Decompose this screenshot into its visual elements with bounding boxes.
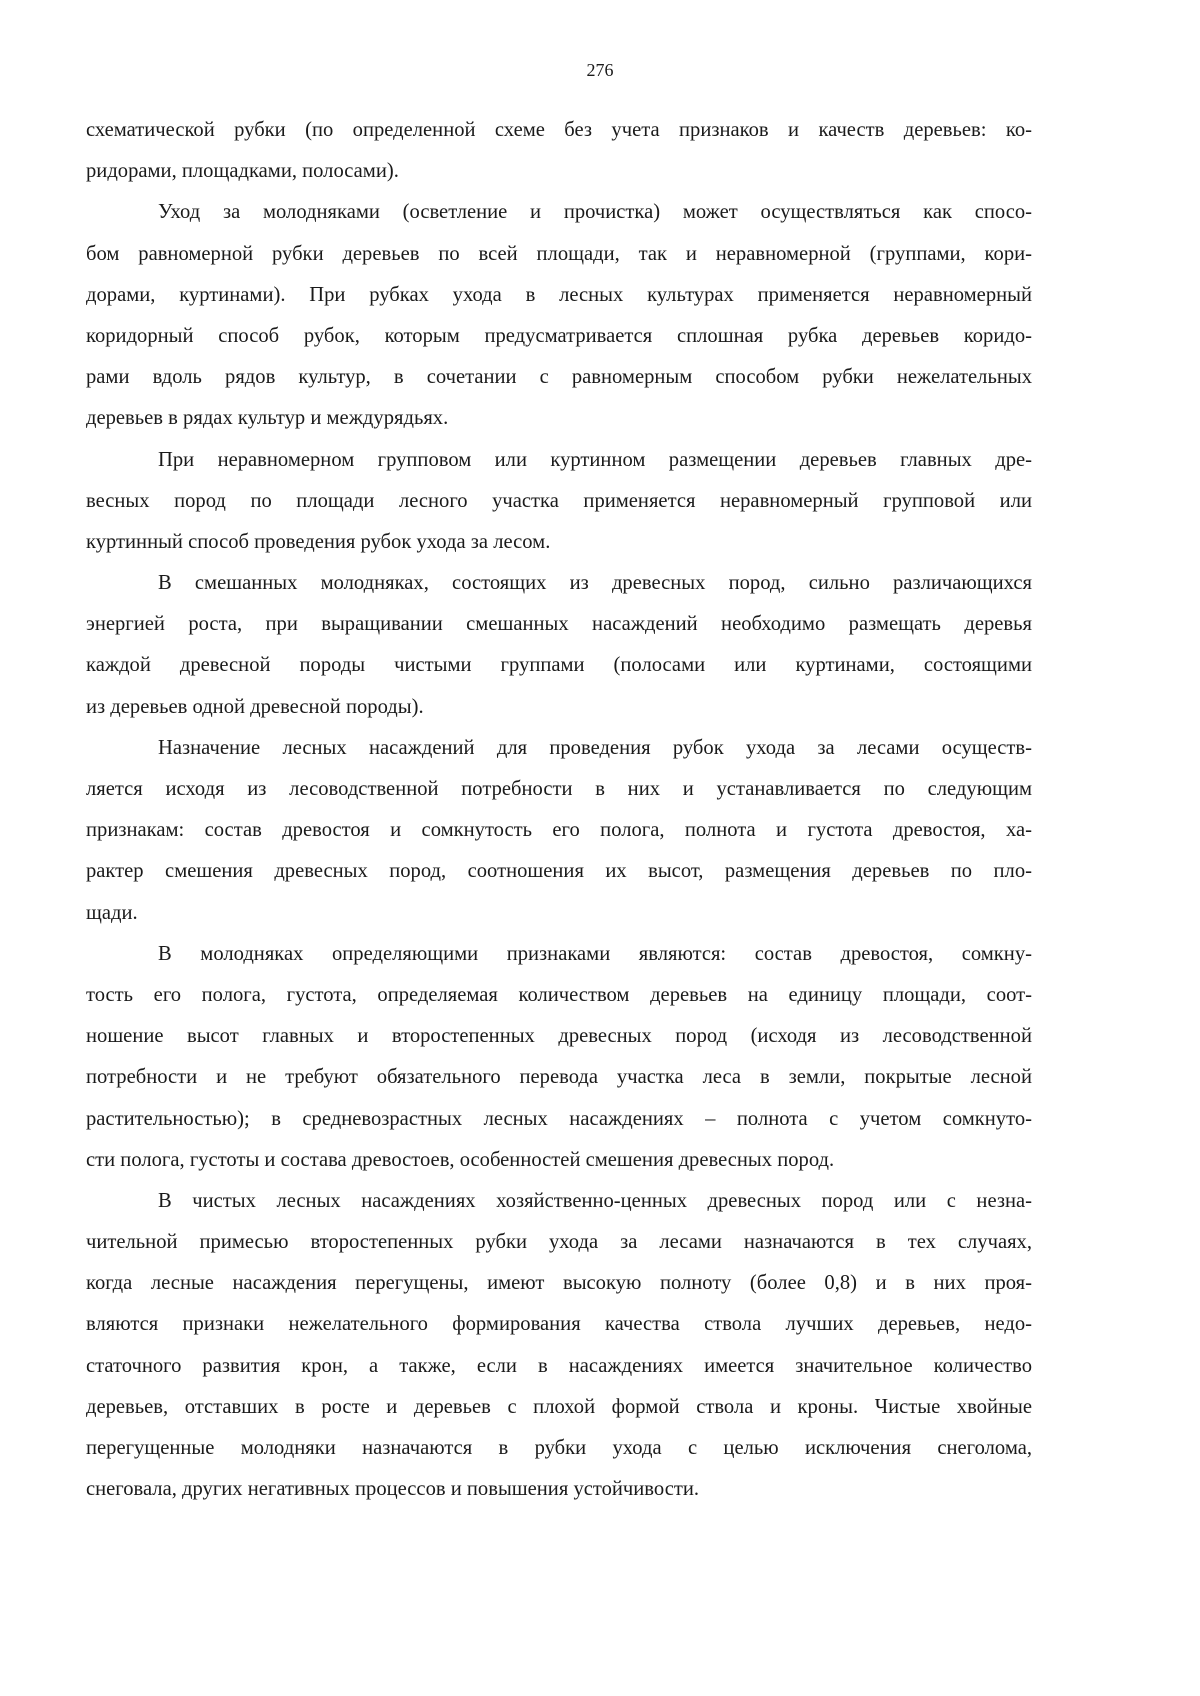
text-line: статочного развития крон, а также, если в насаждениях имеется значительное количество [86, 1354, 1032, 1377]
text-line: деревьев, отставших в росте и деревьев с плохой формой ствола и кроны. Чистые хвойные [86, 1395, 1032, 1418]
text-line: рактер смешения древесных пород, соотношения их высот, размещения деревьев по пло- [86, 860, 1032, 883]
text-line: чительной примесью второстепенных рубки ухода за лесами назначаются в тех случаях, [86, 1231, 1032, 1254]
text-line: каждой древесной породы чистыми группами (полосами или куртинами, состоящими [86, 654, 1032, 677]
text-line: ношение высот главных и второстепенных древесных пород (исходя из лесоводственной [86, 1025, 1032, 1048]
text-line: бом равномерной рубки деревьев по всей площади, так и неравномерной (группами, кори- [86, 242, 1032, 265]
text-line: потребности и не требуют обязательного перевода участка леса в земли, покрытые лесной [86, 1066, 1032, 1089]
paragraph [86, 934, 1032, 1181]
text-line: ляется исходя из лесоводственной потребности в них и устанавливается по следующим [86, 778, 1032, 800]
page-number: 276 [586, 60, 614, 80]
text-line: дорами, куртинами). При рубках ухода в лесных культурах применяется неравномерный [86, 283, 1032, 306]
text-line: весных пород по площади лесного участка применяется неравномерный групповой или [86, 489, 1032, 512]
text-line: снеговала, других негативных процессов и повышения устойчивости. [86, 1478, 700, 1501]
text-line: схематической рубки (по определенной схеме без учета признаков и качеств деревьев: ко- [86, 119, 1032, 141]
paragraph [86, 440, 1032, 564]
text-line: Уход за молодняками (осветление и прочистка) может осуществляться как спосо- [158, 201, 1032, 224]
paragraph [86, 1181, 1032, 1511]
text-line: вляются признаки нежелательного формирования качества ствола лучших деревьев, недо- [86, 1313, 1032, 1336]
text-line: из деревьев одной древесной породы). [86, 695, 424, 718]
text-line: куртинный способ проведения рубок ухода за лесом. [86, 530, 551, 553]
paragraph [86, 192, 1032, 439]
text-line: В чистых лесных насаждениях хозяйственно-ценных древесных пород или с незна- [158, 1189, 1032, 1212]
text-line: коридорный способ рубок, которым предусматривается сплошная рубка деревьев коридо- [86, 324, 1032, 347]
text-line: признакам: состав древостоя и сомкнутость его полога, полнота и густота древостоя, ха- [86, 819, 1032, 842]
paragraph [86, 110, 1032, 192]
text-line: растительностью); в средневозрастных лесных насаждениях – полнота с учетом сомкнуто- [86, 1107, 1032, 1130]
paragraph [86, 728, 1032, 934]
text-line: энергией роста, при выращивании смешанных насаждений необходимо размещать деревья [86, 613, 1032, 636]
text-line: ридорами, площадками, полосами). [86, 160, 399, 183]
text-line: когда лесные насаждения перегущены, имеют высокую полноту (более 0,8) и в них проя- [86, 1272, 1032, 1295]
text-line: При неравномерном групповом или куртинном размещении деревьев главных дре- [158, 448, 1032, 471]
text-line: Назначение лесных насаждений для проведения рубок ухода за лесами осуществ- [158, 736, 1032, 759]
paragraph [86, 563, 1032, 728]
text-line: перегущенные молодняки назначаются в рубки ухода с целью исключения снеголома, [86, 1437, 1032, 1459]
text-line: рами вдоль рядов культур, в сочетании с равномерным способом рубки нежелательных [86, 366, 1032, 389]
text-line: В смешанных молодняках, состоящих из древесных пород, сильно различающихся [158, 572, 1032, 595]
text-line: деревьев в рядах культур и междурядьях. [86, 407, 449, 430]
text-line: щади. [86, 901, 138, 924]
body-text [86, 110, 1032, 1510]
text-line: сти полога, густоты и состава древостоев, особенностей смешения древесных пород. [86, 1148, 835, 1171]
text-line: тость его полога, густота, определяемая количеством деревьев на единицу площади, соот- [86, 983, 1032, 1006]
text-line: В молодняках определяющими признаками являются: состав древостоя, сомкну- [158, 942, 1032, 965]
